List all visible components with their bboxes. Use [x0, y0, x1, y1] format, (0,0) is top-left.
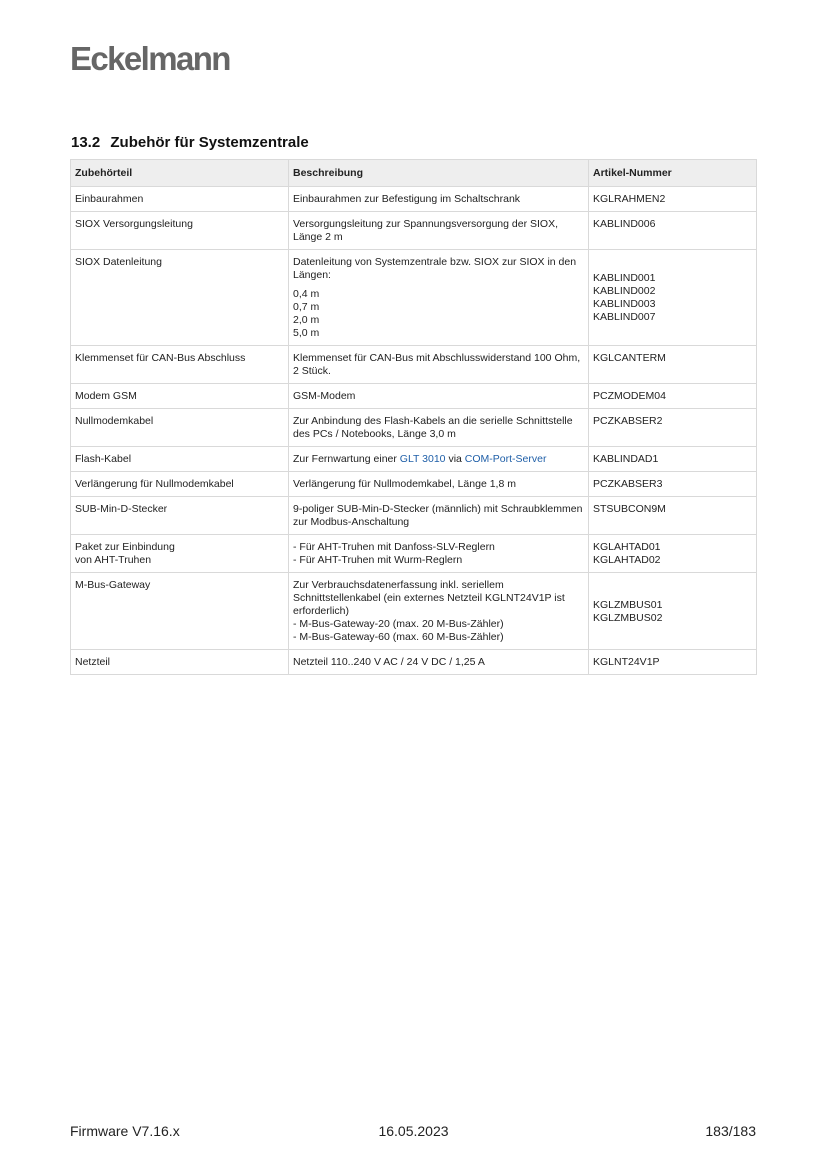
cell-description — [289, 573, 589, 650]
description-line: - M-Bus-Gateway-20 (max. 20 M-Bus-Zähler) — [293, 618, 504, 630]
article-item: KGLZMBUS01 — [593, 598, 663, 611]
cell-article-number — [589, 573, 757, 650]
length-item: 5,0 m — [293, 327, 320, 339]
section-heading — [71, 134, 309, 151]
cell-description: Verlängerung für Nullmodemkabel, Länge 1,8 m — [289, 472, 589, 497]
table-row — [71, 472, 757, 497]
cell-article-number — [589, 535, 757, 573]
section-number: 13.2 — [71, 134, 101, 151]
table-row — [71, 384, 757, 409]
cell-description: Klemmenset für CAN-Bus mit Abschlusswiderstand 100 Ohm, 2 Stück. — [289, 346, 589, 384]
description-text: Zur Fernwartung einer — [293, 453, 400, 465]
article-item: KGLZMBUS02 — [593, 611, 663, 624]
table-row — [71, 447, 757, 472]
cell-article-number: KABLIND006 — [589, 212, 757, 250]
table-row — [71, 187, 757, 212]
cell-description: Netzteil 110..240 V AC / 24 V DC / 1,25 A — [289, 650, 589, 675]
description-line: - M-Bus-Gateway-60 (max. 60 M-Bus-Zähler) — [293, 631, 504, 643]
cell-part — [71, 535, 289, 573]
length-item: 0,7 m — [293, 301, 320, 313]
cell-part: Verlängerung für Nullmodemkabel — [71, 472, 289, 497]
cell-part: Einbaurahmen — [71, 187, 289, 212]
cell-article-number: STSUBCON9M — [589, 497, 757, 535]
cell-description: 9-poliger SUB-Min-D-Stecker (männlich) mit Schraubklemmen zur Modbus-Anschaltung — [289, 497, 589, 535]
accessories-table — [70, 159, 757, 675]
description-text: Zur Verbrauchsdatenerfassung inkl. seriellem Schnittstellenkabel (ein externes Netzteil KGLNT24V1P ist erforderlich) — [293, 579, 565, 617]
cell-article-number: KGLNT24V1P — [589, 650, 757, 675]
cell-description — [289, 250, 589, 346]
cell-part: Netzteil — [71, 650, 289, 675]
cell-description — [289, 535, 589, 573]
table-row — [71, 573, 757, 650]
cell-description: Versorgungsleitung zur Spannungsversorgung der SIOX, Länge 2 m — [289, 212, 589, 250]
table-row — [71, 346, 757, 384]
header-article-number: Artikel-Nummer — [589, 160, 757, 187]
description-line: - Für AHT-Truhen mit Danfoss-SLV-Reglern — [293, 541, 495, 553]
cell-part: M-Bus-Gateway — [71, 573, 289, 650]
table-row — [71, 535, 757, 573]
header-description: Beschreibung — [289, 160, 589, 187]
article-item: KABLIND001 — [593, 272, 656, 284]
cell-article-number: PCZKABSER3 — [589, 472, 757, 497]
cell-description: Zur Anbindung des Flash-Kabels an die serielle Schnittstelle des PCs / Notebooks, Länge 3,0 m — [289, 409, 589, 447]
article-item: KGLAHTAD01 — [593, 541, 661, 553]
cell-article-number: PCZMODEM04 — [589, 384, 757, 409]
length-item: 0,4 m — [293, 288, 320, 300]
description-line: - Für AHT-Truhen mit Wurm-Reglern — [293, 554, 463, 566]
description-text: Datenleitung von Systemzentrale bzw. SIOX zur SIOX in den Längen: — [293, 256, 577, 281]
table-row — [71, 497, 757, 535]
table-row — [71, 250, 757, 346]
footer-firmware: Firmware V7.16.x — [70, 1123, 180, 1139]
table-row — [71, 212, 757, 250]
part-line: von AHT-Truhen — [75, 554, 152, 566]
cell-article-number: KABLINDAD1 — [589, 447, 757, 472]
cell-part: SIOX Versorgungsleitung — [71, 212, 289, 250]
cell-article-number: PCZKABSER2 — [589, 409, 757, 447]
table-row — [71, 650, 757, 675]
glt3010-link[interactable]: GLT 3010 — [399, 453, 446, 465]
com-port-server-link[interactable]: COM-Port-Server — [464, 453, 547, 465]
cell-description — [289, 447, 589, 472]
cell-part: Flash-Kabel — [71, 447, 289, 472]
header-part: Zubehörteil — [71, 160, 289, 187]
article-item: KABLIND002 — [593, 285, 656, 297]
part-line: Paket zur Einbindung — [75, 541, 175, 553]
cell-article-number: KGLCANTERM — [589, 346, 757, 384]
cell-part: SIOX Datenleitung — [71, 250, 289, 346]
eckelmann-logo: Eckelmann — [70, 40, 230, 77]
article-item: KGLAHTAD02 — [593, 554, 661, 566]
cell-part: Klemmenset für CAN-Bus Abschluss — [71, 346, 289, 384]
cell-part: Nullmodemkabel — [71, 409, 289, 447]
length-item: 2,0 m — [293, 314, 320, 326]
cell-description: GSM-Modem — [289, 384, 589, 409]
cell-article-number: KGLRAHMEN2 — [589, 187, 757, 212]
cell-article-number — [589, 250, 757, 346]
table-row — [71, 409, 757, 447]
description-text: via — [445, 453, 465, 465]
section-title: Zubehör für Systemzentrale — [110, 134, 309, 151]
footer-page-number: 183/183 — [705, 1123, 756, 1139]
cell-description: Einbaurahmen zur Befestigung im Schaltschrank — [289, 187, 589, 212]
footer-date: 16.05.2023 — [378, 1123, 449, 1139]
article-item: KABLIND007 — [593, 311, 656, 323]
article-item: KABLIND003 — [593, 298, 656, 310]
cell-part: Modem GSM — [71, 384, 289, 409]
cell-part: SUB-Min-D-Stecker — [71, 497, 289, 535]
table-header-row — [71, 160, 757, 187]
